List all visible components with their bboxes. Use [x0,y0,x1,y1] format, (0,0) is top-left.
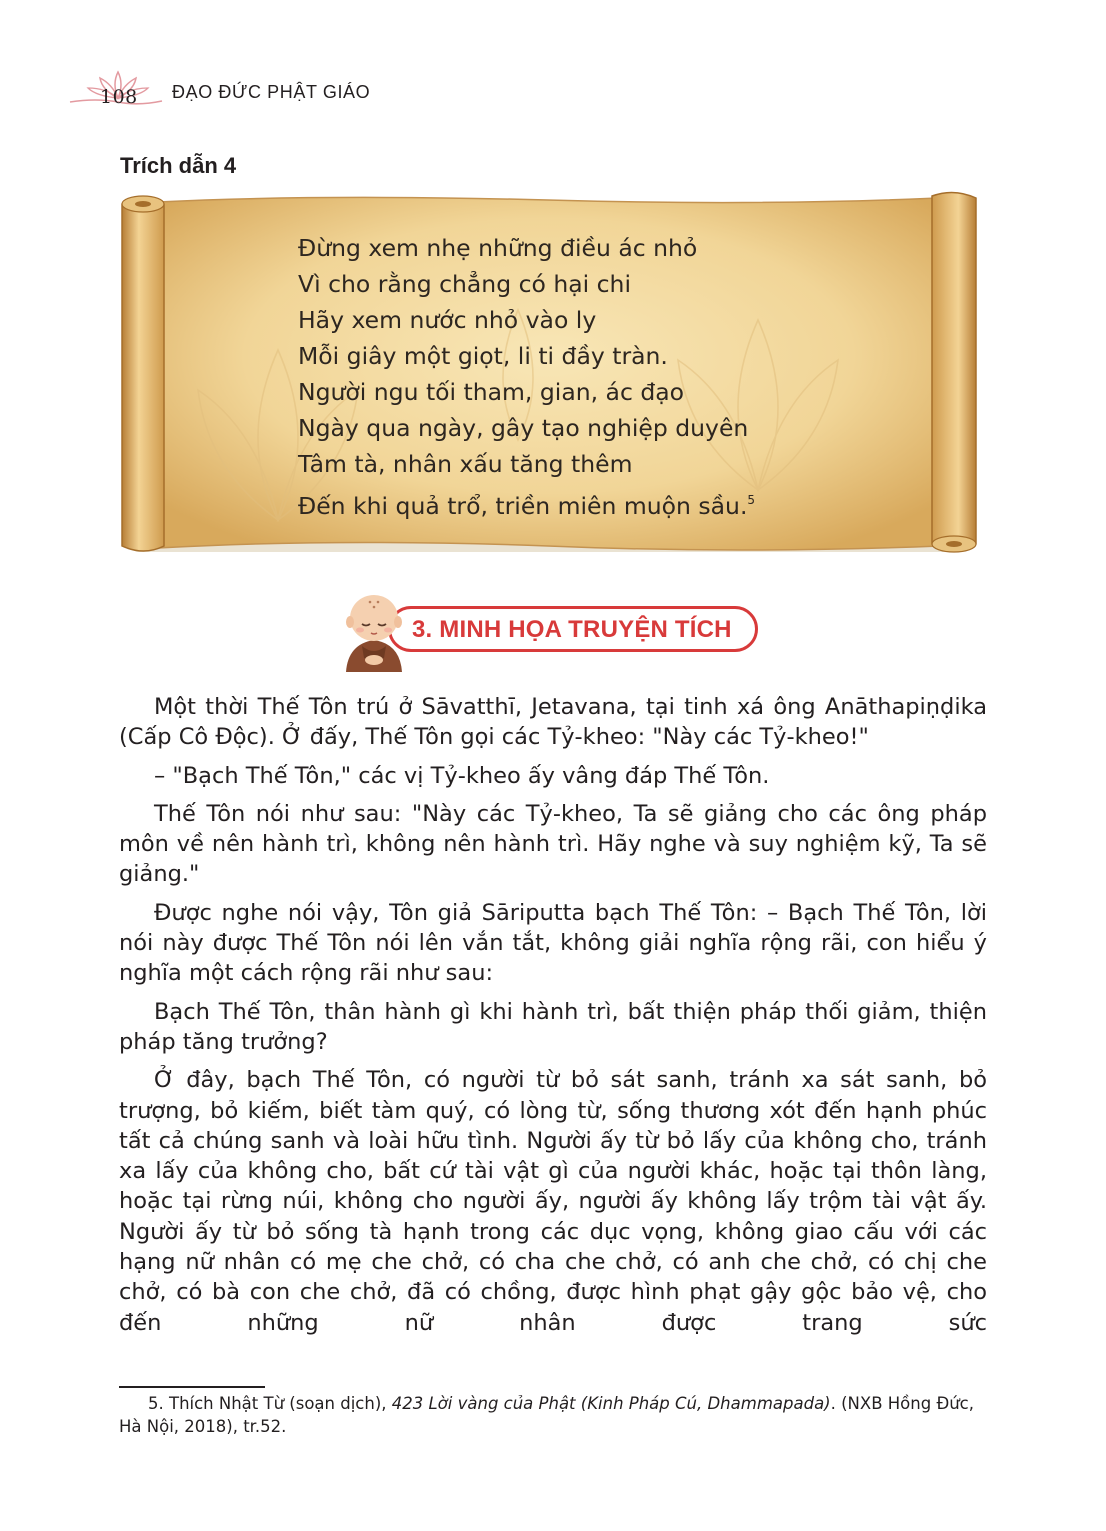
page-header [66,68,386,108]
footnote-book-title: 423 Lời vàng của Phật (Kinh Pháp Cú, Dhammapada) [391,1394,831,1413]
poem-line: Người ngu tối tham, gian, ác đạo [298,378,685,406]
poem [298,230,755,524]
paragraph: – "Bạch Thế Tôn," các vị Tỷ-kheo ấy vâng đáp Thế Tôn. [154,762,770,789]
paragraph: Được nghe nói vậy, Tôn giả Sāriputta bạch Thế Tôn: – Bạch Thế Tôn, lời nói này được Thế Tôn nói lên vắn tắt, không giải nghĩa rộng rãi, con hiểu ý nghĩa một cách rộng rãi như sau: [119,899,987,987]
poem-line-text: Đến khi quả trổ, triền miên muộn sầu. [298,492,748,520]
section-header [334,586,774,676]
footnote [119,1392,987,1438]
footnote-publisher: . (NXB Hồng Đức, Hà Nội, 2018), tr.52. [119,1394,975,1436]
footnote-divider [119,1386,265,1388]
monk-icon [334,586,414,676]
page-number: 108 [100,86,138,108]
quote-heading: Trích dẫn 4 [120,153,237,178]
paragraph: Ở đây, bạch Thế Tôn, có người từ bỏ sát sanh, tránh xa sát sanh, bỏ trượng, bỏ kiếm, biết tàm quý, có lòng từ, sống thương xót đến hạnh phúc tất cả chúng sanh và loài hữu tình. Người ấy từ bỏ lấy của không cho, tránh xa lấy của không cho, bất cứ tài vật gì của người khác, hoặc tại thôn làng, hoặc tại rừng núi, không cho người ấy, người ấy không lấy trộm tài vật ấy. Người ấy từ bỏ sống tà hạnh trong các dục vọng, không giao cấu với các hạng nữ nhân có mẹ che chở, có cha che chở, có anh che chở, có chị che chở, có bà con che chở, đã có chồng, được hình phạt gậy gộc bảo vệ, cho đến những nữ nhân được trang sức [119,1067,987,1336]
poem-line: Ngày qua ngày, gây tạo nghiệp duyên [298,414,749,442]
paragraph: Thế Tôn nói như sau: "Này các Tỷ-kheo, Ta sẽ giảng cho các ông pháp môn về nên hành trì, không nên hành trì. Hãy nghe và suy nghiệm kỹ, Ta sẽ giảng." [119,800,987,888]
footnote-author: 5. Thích Nhật Từ (soạn dịch), [148,1394,392,1413]
footnote-reference: 5 [747,493,756,507]
paragraph: Bạch Thế Tôn, thân hành gì khi hành trì, bất thiện pháp thối giảm, thiện pháp tăng trưởng? [119,998,987,1055]
poem-line: Đừng xem nhẹ những điều ác nhỏ [298,234,698,262]
parchment-scroll [118,190,980,560]
paragraph: Một thời Thế Tôn trú ở Sāvatthī, Jetavana, tại tinh xá ông Anāthapiṇḍika (Cấp Cô Độc). Ở đấy, Thế Tôn gọi các Tỷ-kheo: "Này các Tỷ-kheo!" [119,694,987,751]
book-title: ĐẠO ĐỨC PHẬT GIÁO [172,82,371,102]
story-body [119,692,987,1338]
section-title: 3. MINH HỌA TRUYỆN TÍCH [412,616,732,643]
poem-line: Vì cho rằng chẳng có hại chi [298,270,631,298]
poem-line-last [298,482,755,524]
poem-line: Mỗi giây một giọt, li ti đầy tràn. [298,342,668,370]
poem-line: Hãy xem nước nhỏ vào ly [298,306,597,334]
poem-line: Tâm tà, nhân xấu tăng thêm [298,450,633,478]
